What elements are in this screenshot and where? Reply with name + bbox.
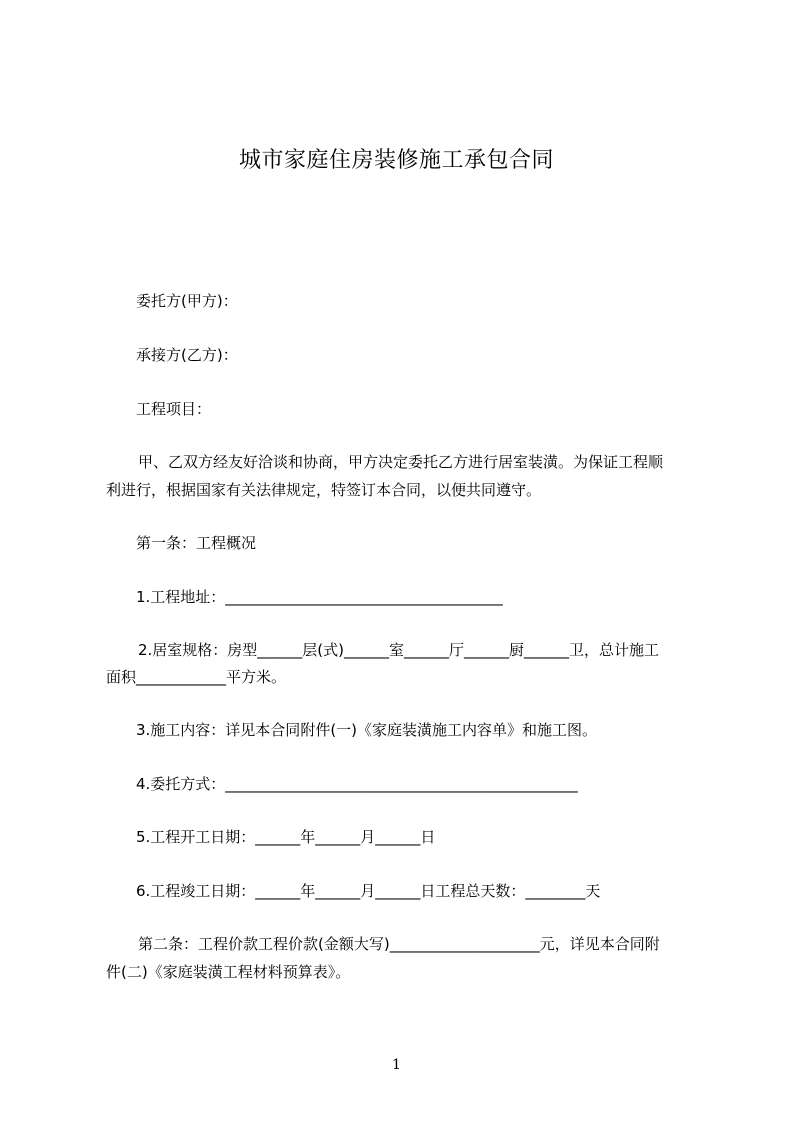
item-2-line-1: 2.居室规格：房型______层(式)______室______厅______厨______卫，总计施工 <box>138 641 660 659</box>
item-5-start-date: 5.工程开工日期：______年______月______日 <box>136 828 436 846</box>
party-b-label: 承接方(乙方)： <box>136 346 238 364</box>
intro-paragraph-line-2: 利进行，根据国家有关法律规定，特签订本合同，以便共同遵守。 <box>106 481 542 499</box>
document-title: 城市家庭住房装修施工承包合同 <box>238 148 554 173</box>
item-4-method: 4.委托方式：_______________________________________________ <box>136 775 578 793</box>
party-a-label: 委托方(甲方)： <box>136 292 238 310</box>
article-1-heading: 第一条：工程概况 <box>136 534 257 552</box>
intro-paragraph-line-1: 甲、乙双方经友好洽谈和协商，甲方决定委托乙方进行居室装潢。为保证工程顺 <box>138 453 664 471</box>
project-label: 工程项目： <box>136 400 212 418</box>
item-3-content: 3.施工内容：详见本合同附件(一)《家庭装潢施工内容单》和施工图。 <box>136 721 598 739</box>
page-number: 1 <box>392 1057 401 1073</box>
article-2-line-1: 第二条：工程价款工程价款(金额大写)____________________元，详见本合同附 <box>138 935 660 953</box>
item-2-line-2: 面积____________平方米。 <box>106 668 287 686</box>
item-1-address: 1.工程地址：_____________________________________ <box>136 588 503 606</box>
article-2-line-2: 件(二)《家庭装潢工程材料预算表》。 <box>106 963 351 981</box>
item-6-end-date: 6.工程竣工日期：______年______月______日工程总天数：________天 <box>136 882 601 900</box>
